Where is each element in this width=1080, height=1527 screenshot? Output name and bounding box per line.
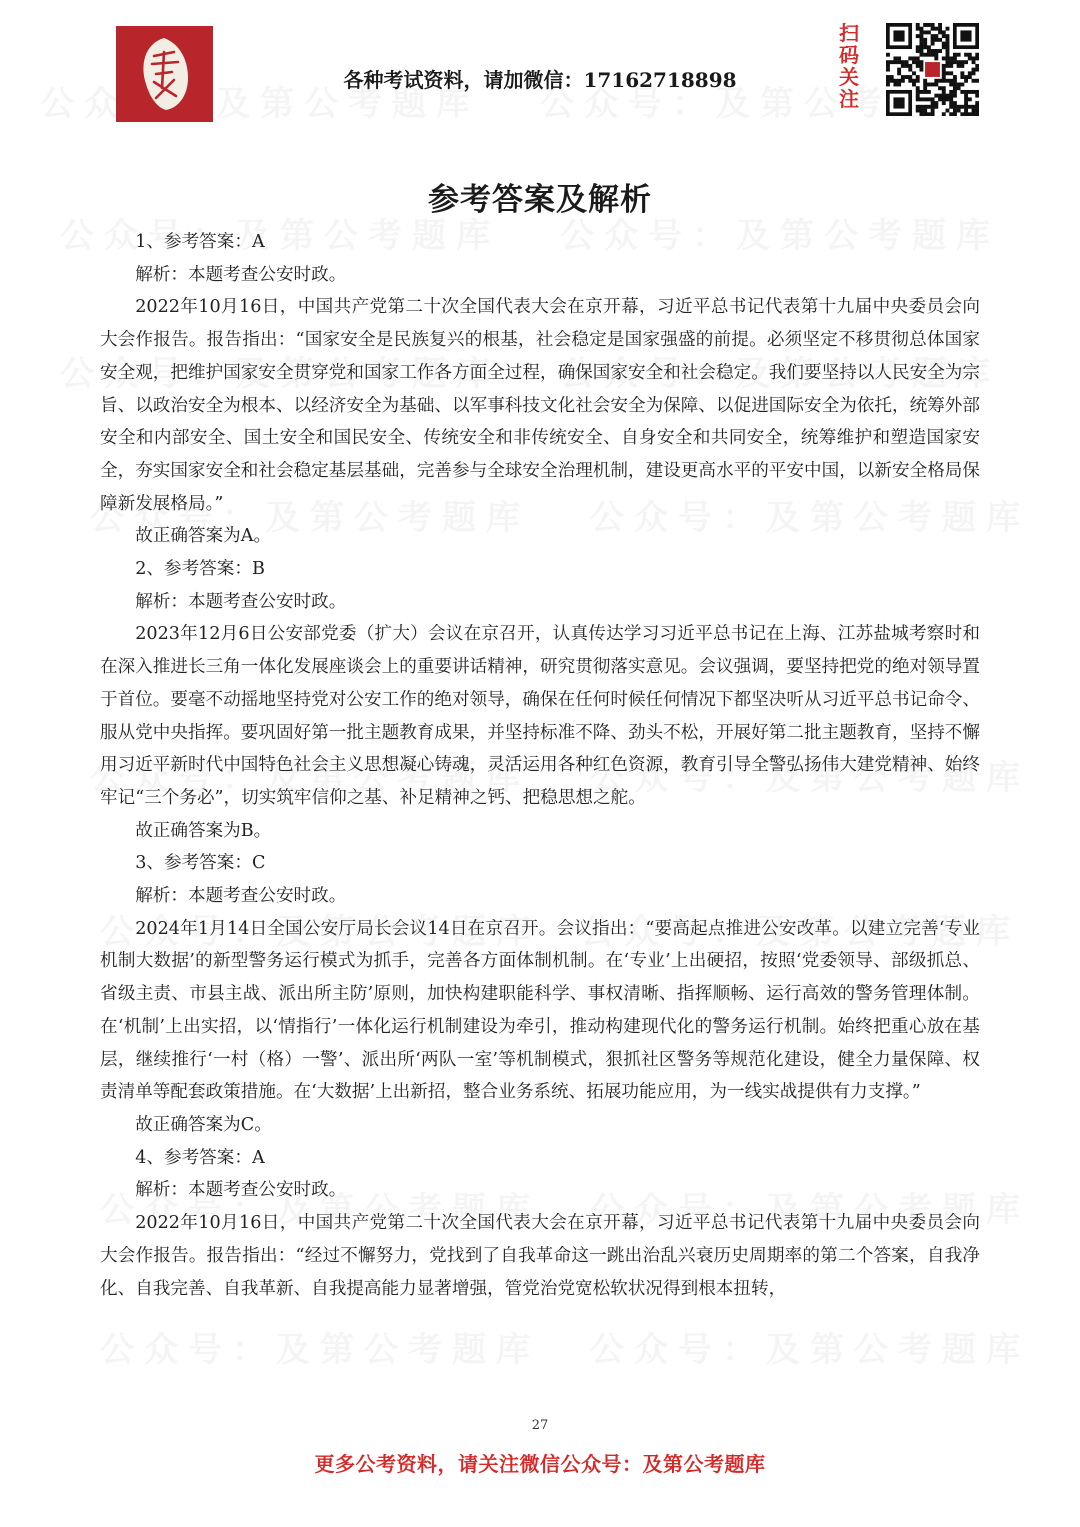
answer-content [100,226,980,1305]
footer-promo-text: 更多公考资料，请关注微信公众号：及第公考题库 [314,1452,766,1476]
page-title: 参考答案及解析 [428,182,652,218]
scan-follow-label: 扫码关注 [839,21,859,111]
paragraph: 3、参考答案：C [135,853,266,874]
paragraph: 故正确答案为B。 [135,820,272,841]
paragraph: 1、参考答案：A [135,232,265,252]
qr-code[interactable] [886,23,979,116]
paragraph: 解析：本题考查公安时政。 [135,264,347,285]
qr-code-icon [886,23,979,116]
paragraph: 解析：本题考查公安时政。 [135,591,347,612]
watermark-text [590,1322,1030,1371]
paragraph: 故正确答案为C。 [135,1114,272,1135]
page-number: 27 [531,1418,549,1433]
paragraph: 解析：本题考查公安时政。 [135,1180,347,1201]
paragraph: 2023年12月6日公安部党委（扩大）会议在京召开，认真传达学习习近平总书记在上海、江苏盐城考察时和在深入推进长三角一体化发展座谈会上的重要讲话精神，研究贯彻落实意见。会议强调，要坚持把党的绝对领导置于首位。要毫不动摇地坚持党对公安工作的绝对领导，确保在任何时候任何情况下都坚决听从习近平总书记命令、服从党中央指挥。要巩固好第一批主题教育成果，并坚持标准不降、劲头不松，开展好第二批主题教育，坚持不懈用习近平新时代中国特色社会主义思想凝心铸魂，灵活运用各种红色资源，教育引导全警弘扬伟大建党精神、始终牢记“三个务必”，切实筑牢信仰之基、补足精神之钙、把稳思想之舵。 [100,624,980,808]
paragraph: 2、参考答案：B [135,559,265,580]
seal-icon [116,26,213,122]
paragraph: 解析：本题考查公安时政。 [135,886,347,907]
paragraph: 2022年10月16日，中国共产党第二十次全国代表大会在京开幕，习近平总书记代表第十九届中央委员会向大会作报告。报告指出：“国家安全是民族复兴的根基，社会稳定是国家强盛的前提。必须坚定不移贯彻总体国家安全观，把维护国家安全贯穿党和国家工作各方面全过程，确保国家安全和社会稳定。我们要坚持以人民安全为宗旨、以政治安全为根本、以经济安全为基础、以军事科技文化社会安全为保障、以促进国际安全为依托，统筹外部安全和内部安全、国土安全和国民安全、传统安全和非传统安全、自身安全和共同安全，统筹维护和塑造国家安全，夯实国家安全和社会稳定基层基础，完善参与全球安全治理机制，建设更高水平的平安中国，以新安全格局保障新发展格局。” [100,297,980,514]
contact-text: 各种考试资料，请加微信：17162718898 [343,68,737,92]
paragraph: 4、参考答案：A [135,1147,265,1168]
brand-logo [116,26,213,122]
paragraph: 2024年1月14日全国公安厅局长会议14日在京召开。会议指出：“要高起点推进公安改革。以建立完善‘专业机制大数据’的新型警务运行模式为抓手，完善各方面体制机制。在‘专业’上出硬招，按照‘党委领导、部级抓总、省级主责、市县主战、派出所主防’原则，加快构建职能科学、事权清晰、指挥顺畅、运行高效的警务管理体制。在‘机制’上出实招，以‘情指行’一体化运行机制建设为牵引，推动构建现代化的警务运行机制。始终把重心放在基层，继续推行‘一村（格）一警’、派出所‘两队一室’等机制模式，狠抓社区警务等规范化建设，健全力量保障、权责清单等配套政策措施。在‘大数据’上出新招，整合业务系统、拓展功能应用，为一线实战提供有力支撑。” [100,918,980,1103]
paragraph: 2022年10月16日，中国共产党第二十次全国代表大会在京开幕，习近平总书记代表第十九届中央委员会向大会作报告。报告指出：“经过不懈努力，党找到了自我革命这一跳出治乱兴衰历史周期率的第二个答案，自我净化、自我完善、自我革新、自我提高能力显著增强，管党治党宽松软状况得到根本扭转， [100,1213,980,1299]
watermark-text [100,1322,540,1371]
paragraph: 故正确答案为A。 [135,526,272,547]
